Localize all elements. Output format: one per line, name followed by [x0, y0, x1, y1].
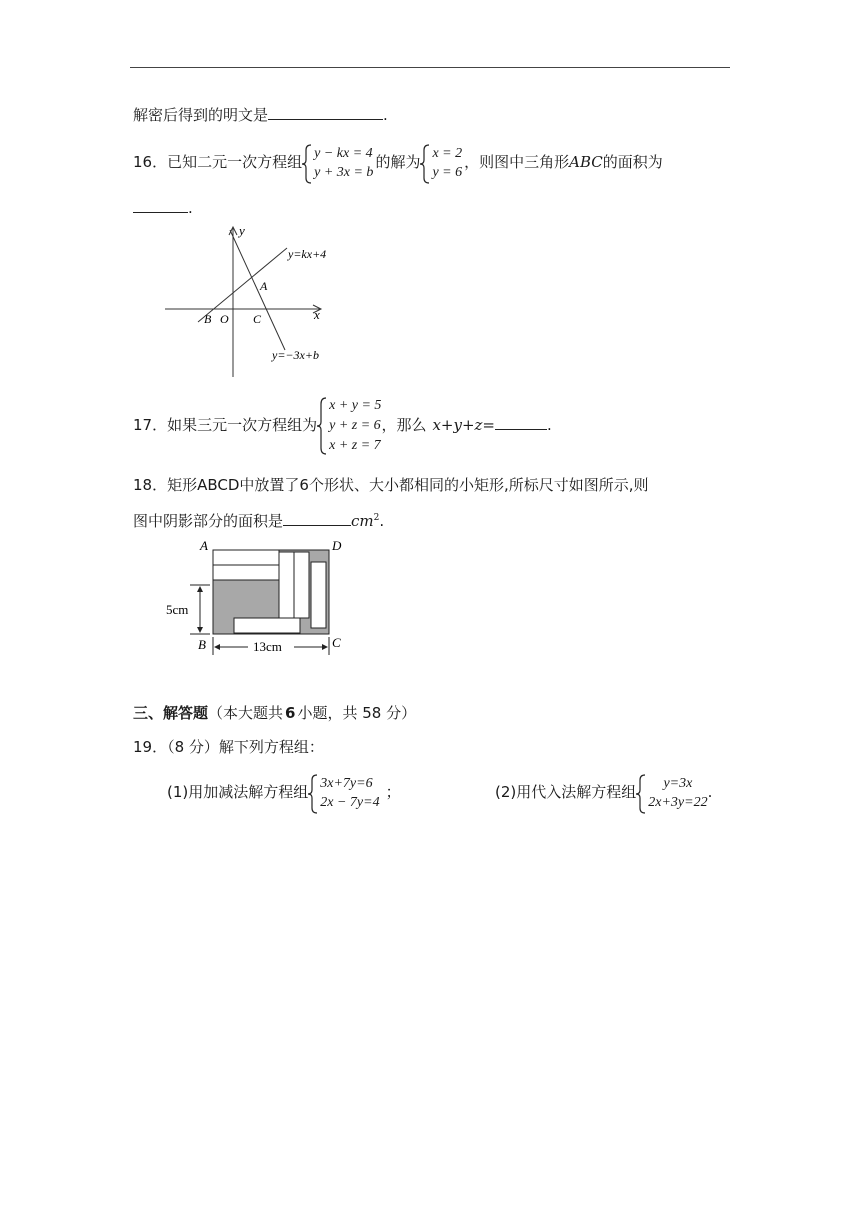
q19-p1-end: ；: [385, 783, 401, 801]
point-o-label: O: [220, 312, 229, 326]
point-b-label: B: [204, 312, 212, 326]
brace-icon: [636, 774, 646, 814]
x-axis-label: x: [314, 307, 320, 322]
q19-part1: [167, 770, 401, 814]
q16-blank: [133, 198, 188, 213]
dim-13cm-arrow-left-icon: [214, 644, 220, 650]
small-rect-1: [213, 550, 279, 565]
q16-pre: 已知二元一次方程组: [167, 153, 303, 171]
q19-p1-label: (1)用加减法解方程组: [167, 783, 309, 801]
dim-5cm-arrow-up-icon: [197, 586, 203, 592]
y-axis-label: y: [239, 223, 245, 238]
q16-sol2: y = 6: [432, 164, 463, 180]
line1-label: y=kx+4: [288, 247, 327, 261]
q15-blank: [268, 105, 383, 120]
q17-end: .: [547, 416, 552, 434]
dim-5cm-arrow-down-icon: [197, 627, 203, 633]
section3-note: （本大题共: [208, 704, 284, 722]
dim-13cm-arrow-right-icon: [322, 644, 328, 650]
line-3xb: [230, 230, 285, 350]
q16-number: 16．: [133, 153, 168, 171]
q16-abc: ABC: [569, 153, 603, 171]
small-rect-5: [311, 562, 326, 628]
small-rect-4: [294, 552, 309, 618]
small-rect-3: [279, 552, 294, 618]
q17-blank: [495, 415, 547, 430]
q17-number: 17．: [133, 416, 168, 434]
q16-sol1: x = 2: [432, 145, 463, 161]
q16-system2: [420, 144, 462, 182]
small-rect-2: [213, 565, 279, 580]
q17-eq2: y + z = 6: [329, 417, 381, 433]
line-kx4: [198, 248, 287, 322]
q17-pre: 如果三元一次方程组为: [167, 416, 318, 434]
brace-icon: [302, 144, 312, 184]
q16-answer-line: [133, 198, 193, 218]
q17-eq1: x + y = 5: [329, 397, 382, 413]
q16-mid: 的解为: [375, 153, 421, 171]
q19-p2-label: (2)用代入法解方程组: [495, 783, 637, 801]
corner-c-label: C: [332, 635, 341, 650]
q19-p1-eq1: 3x+7y=6: [320, 775, 373, 791]
point-c-label: C: [253, 312, 262, 326]
q19-p2-eq2: 2x+3y=22: [648, 794, 708, 810]
q15-end: .: [383, 106, 388, 124]
q18-line1: 18．矩形ABCD中放置了6个形状、大小都相同的小矩形,所标尺寸如图所示,则: [133, 476, 649, 494]
q15-text: 解密后得到的明文是: [133, 106, 269, 124]
width-label: 13cm: [253, 639, 282, 654]
q16-eq1: y − kx = 4: [314, 145, 373, 161]
q19-p2-system: [636, 774, 707, 812]
q16-graph: [160, 222, 340, 382]
q16-end: .: [188, 199, 193, 217]
height-label: 5cm: [166, 602, 189, 617]
section3-note2: 小题，共 58 分）: [297, 704, 417, 722]
q16-eq2: y + 3x = b: [314, 164, 374, 180]
section3-count: 6: [285, 704, 296, 722]
q18-figure: [160, 535, 360, 660]
line2-label: y=−3x+b: [272, 348, 319, 362]
q16-system1: [302, 144, 373, 182]
brace-icon: [308, 774, 318, 814]
q18-line2: [133, 508, 384, 531]
q17-expr: x+y+z=: [432, 416, 495, 434]
point-a-label: A: [260, 279, 268, 293]
q17-eq3: x + z = 7: [329, 437, 381, 453]
q18-unit-sup: 2: [373, 513, 380, 523]
corner-d-label: D: [332, 538, 342, 553]
q19-part2: [495, 770, 712, 814]
small-rect-6: [234, 618, 300, 633]
corner-a-label: A: [200, 538, 208, 553]
q19-p1-system: [308, 774, 379, 812]
q18-unit: cm: [351, 512, 374, 530]
q17-line: [133, 393, 552, 457]
q16-post-b: 的面积为: [602, 153, 663, 171]
q17-post: ，那么: [381, 416, 427, 434]
q19-p1-eq2: 2x − 7y=4: [320, 794, 380, 810]
q19-p2-end: .: [707, 783, 713, 801]
q17-system: [317, 396, 381, 456]
q18-end: .: [379, 512, 385, 530]
q18-text: 图中阴影部分的面积是: [133, 512, 284, 530]
q19-p2-eq1: y=3x: [663, 775, 693, 791]
brace-icon: [420, 144, 430, 184]
section3-heading: [133, 703, 416, 723]
q16-line: [133, 140, 663, 184]
q16-post-a: ，则图中三角形: [464, 153, 570, 171]
header-rule: [130, 67, 730, 68]
q18-blank: [283, 511, 351, 526]
brace-icon: [317, 397, 327, 455]
q19-head: 19．（8 分）解下列方程组：: [133, 738, 324, 756]
section3-title: 三、解答题: [133, 704, 209, 722]
q15-tail: [133, 105, 388, 125]
corner-b-label: B: [198, 637, 206, 652]
